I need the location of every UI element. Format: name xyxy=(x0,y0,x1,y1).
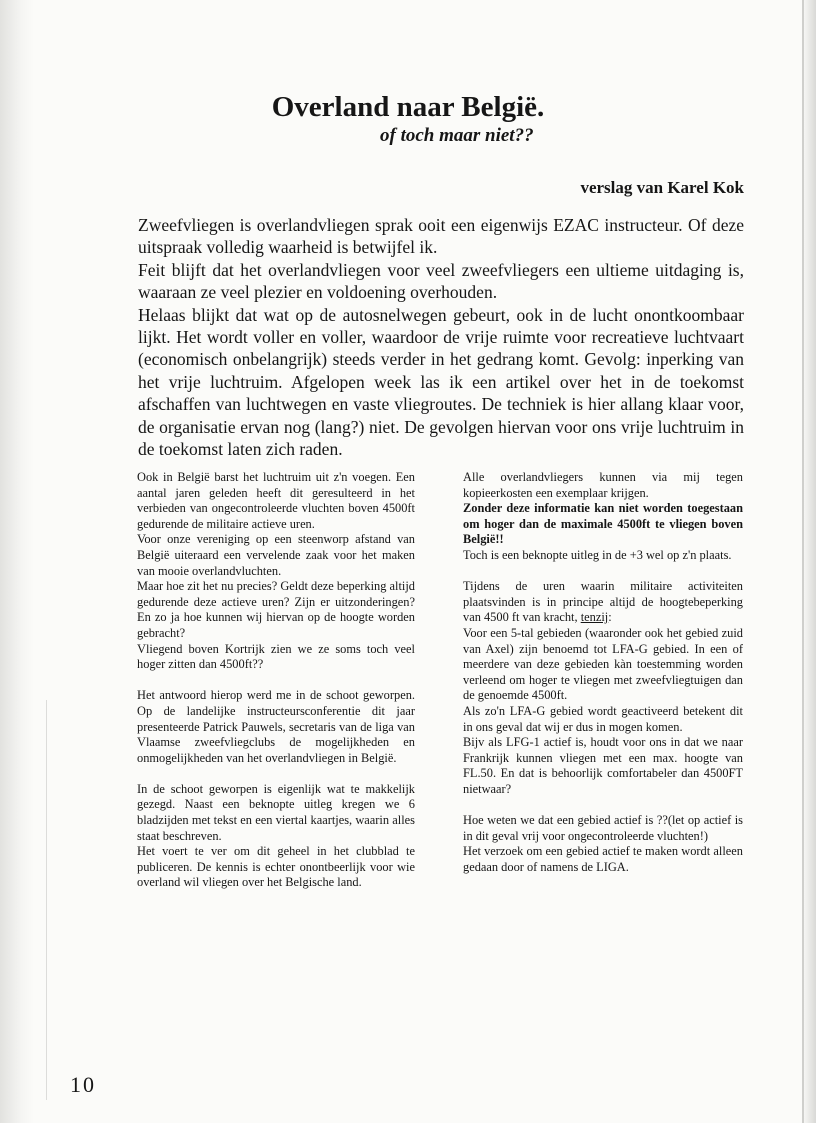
intro-paragraph: Feit blijft dat het overlandvliegen voor veel zweefvliegers een ultieme uitdaging is, waaraan ze veel plezier en voldoening overhouden. xyxy=(138,259,744,303)
column-paragraph: Hoe weten we dat een gebied actief is ??(let op actief is in dit geval vrij voor ongecontroleerde vluchten!) xyxy=(463,813,743,843)
column-paragraph: Bijv als LFG-1 actief is, houdt voor ons in dat we naar Frankrijk kunnen vliegen met een max. hoogte van FL.50. En dat is behoorlijk comfortabeler dan 4500FT nietwaar? xyxy=(463,735,743,796)
right-column xyxy=(463,470,743,891)
column-paragraph: In de schoot geworpen is eigenlijk wat te makkelijk gezegd. Naast een beknopte uitleg kregen we 6 bladzijden met tekst en een viertal kaartjes, waarin alles staat beschreven. xyxy=(137,781,415,843)
column-paragraph: Toch is een beknopte uitleg in de +3 wel op z'n plaats. xyxy=(463,547,732,562)
column-paragraph: Het antwoord hierop werd me in de schoot geworpen. Op de landelijke instructeursconferentie dit jaar presenteerde Patrick Pauwels, secretaris van de liga van Vlaamse zweefvliegclubs de mogelijkheden en onmogelijkheden van het overlandvliegen in België. xyxy=(137,688,415,765)
article-subtitle: of toch maar niet?? xyxy=(380,125,534,146)
page-edge-left xyxy=(0,0,34,1123)
page-edge-right xyxy=(804,0,816,1123)
column-paragraph: Maar hoe zit het nu precies? Geldt deze beperking altijd gedurende deze actieve uren? Zijn er uitzonderingen? En zo ja hoe kunnen wij hiervan op de hoogte worden gebracht? xyxy=(137,579,415,640)
column-paragraph: Als zo'n LFA-G gebied wordt geactiveerd betekent dit in ons geval dat wij er dus in mogen komen. xyxy=(463,703,743,734)
column-paragraph: Ook in België barst het luchtruim uit z'n voegen. Een aantal jaren geleden heeft dit geresulteerd in het verbieden van ongecontroleerde vluchten boven 4500ft gedurende de militaire actieve uren. xyxy=(137,470,415,531)
column-paragraph: Voor onze vereniging op een steenworp afstand van België uiteraard een vervelende zaak voor het maken van mooie overlandvluchten. xyxy=(137,532,415,578)
binding-line xyxy=(46,700,47,1100)
text-run: Tijdens de uren waarin militaire activiteiten plaatsvinden is in principe altijd de hoogtebeperking van 4500 ft van kracht, xyxy=(463,579,743,625)
left-column xyxy=(137,470,415,907)
text-run: : xyxy=(608,610,612,625)
underlined-word: tenzij xyxy=(580,610,609,625)
article-byline: verslag van Karel Kok xyxy=(580,178,744,197)
warning-paragraph: Zonder deze informatie kan niet worden toegestaan om hoger dan de maximale 4500ft te vliegen boven België!! xyxy=(463,501,743,547)
page-number: 10 xyxy=(70,1072,96,1097)
article-title: Overland naar België. xyxy=(271,91,545,123)
column-paragraph: Het voert te ver om dit geheel in het clubblad te publiceren. De kennis is echter onontbeerlijk voor wie overland wil vliegen over het Belgische land. xyxy=(137,844,415,890)
intro-paragraph: Zweefvliegen is overlandvliegen sprak ooit een eigenwijs EZAC instructeur. Of deze uitspraak volledig waarheid is betwijfel ik. xyxy=(138,215,744,258)
column-paragraph: Het verzoek om een gebied actief te maken wordt alleen gedaan door of namens de LIGA. xyxy=(463,844,743,874)
intro-paragraph: Helaas blijkt dat wat op de autosnelwegen gebeurt, ook in de lucht onontkoombaar lijkt. Het wordt voller en voller, waardoor de vrije ruimte voor recreatieve luchtvaart (economisch onbelangrijk) steeds verder in het gedrang komt. Gevolg: inperking van het vrije luchtruim. Afgelopen week las ik een artikel over het in de toekomst afschaffen van luchtwegen en vaste vliegroutes. De techniek is hier allang klaar voor, de organisatie ervan nog (lang?) niet. De gevolgen hiervan voor ons vrije luchtruim in de toekomst laten zich raden. xyxy=(138,304,744,460)
column-paragraph: Alle overlandvliegers kunnen via mij tegen kopieerkosten een exemplaar krijgen. xyxy=(463,470,743,500)
column-paragraph: Voor een 5-tal gebieden (waaronder ook het gebied zuid van Axel) zijn benoemd tot LFA-G gebied. In een of meerdere van deze gebieden kàn toestemming worden verleend om hoger te vliegen met zweefvliegtuigen dan de genoemde 4500ft. xyxy=(463,625,743,703)
column-paragraph xyxy=(463,579,743,626)
column-paragraph: Vliegend boven Kortrijk zien we ze soms toch veel hoger zitten dan 4500ft?? xyxy=(137,641,415,672)
article-intro xyxy=(138,214,744,460)
